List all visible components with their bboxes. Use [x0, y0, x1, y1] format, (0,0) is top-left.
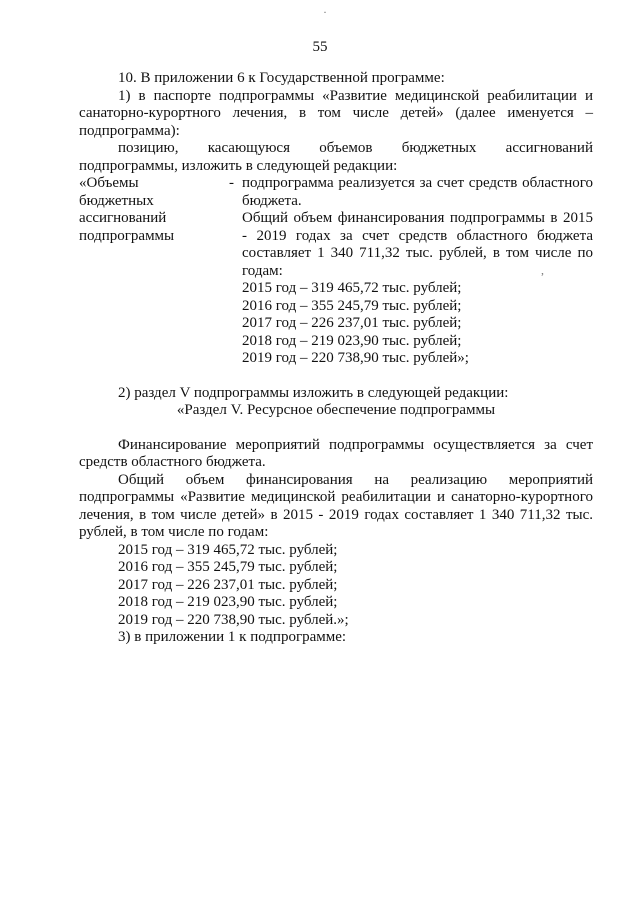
year-line: 2017 год – 226 237,01 тыс. рублей;: [242, 315, 462, 331]
budget-table-right: [239, 175, 593, 368]
section-title: «Раздел V. Ресурсное обеспечение подпрограммы: [176, 402, 496, 418]
subitem-1: 1) в паспорте подпрограммы «Развитие медицинской реабилитации и санаторно-курортного лечения, в том числе детей» (далее именуется – подпрограмма):: [79, 87, 593, 139]
year-line: 2017 год – 226 237,01 тыс. рублей;: [118, 576, 338, 593]
year-line: 2016 год – 355 245,79 тыс. рублей;: [118, 559, 338, 575]
budget-table-dash: -: [229, 175, 234, 191]
scan-mark: ,: [541, 263, 544, 277]
year-line: 2018 год – 219 023,90 тыс. рублей;: [118, 594, 338, 610]
financing-paragraph-2: Общий объем финансирования на реализацию мероприятий подпрограммы «Развитие медицинской реабилитации и санаторно-курортного лечения, в том числе детей» в 2015 - 2019 годах составляет 1 340 711,32 тыс. рублей, в том числе по годам:: [79, 471, 593, 540]
year-line: 2016 год – 355 245,79 тыс. рублей;: [242, 297, 462, 314]
right-paragraph-1: подпрограмма реализуется за счет средств областного бюджета.: [242, 175, 593, 209]
subitem-3: 3) в приложении 1 к подпрограмме:: [118, 629, 347, 645]
left-line: бюджетных: [79, 192, 154, 209]
budget-table: [79, 175, 593, 368]
document-body: [79, 70, 593, 647]
left-line: подпрограммы: [79, 227, 175, 244]
right-paragraph-2: Общий объем финансирования подпрограммы в 2015 - 2019 годах за счет средств областного бюджета составляет 1 340 711,32 тыс. рублей, в том числе по годам:: [242, 210, 593, 279]
financing-paragraph-1: Финансирование мероприятий подпрограммы осуществляется за счет средств областного бюджета.: [79, 436, 593, 470]
item-10-heading: 10. В приложении 6 к Государственной программе:: [118, 70, 445, 86]
left-line: «Объемы: [79, 175, 139, 191]
year-line: 2015 год – 319 465,72 тыс. рублей;: [242, 280, 462, 296]
left-line: ассигнований: [79, 210, 167, 226]
budget-table-left: [79, 175, 229, 245]
position-text: позицию, касающуюся объемов бюджетных ассигнований подпрограммы, изложить в следующей редакции:: [79, 140, 593, 174]
year-line: 2015 год – 319 465,72 тыс. рублей;: [118, 541, 338, 558]
subitem-2: 2) раздел V подпрограммы изложить в следующей редакции:: [118, 384, 509, 401]
scan-mark: ·: [323, 5, 327, 19]
year-line: 2019 год – 220 738,90 тыс. рублей»;: [242, 350, 469, 366]
page-number: 55: [312, 39, 328, 55]
year-line: 2019 год – 220 738,90 тыс. рублей.»;: [118, 611, 349, 628]
year-line: 2018 год – 219 023,90 тыс. рублей;: [242, 332, 462, 349]
